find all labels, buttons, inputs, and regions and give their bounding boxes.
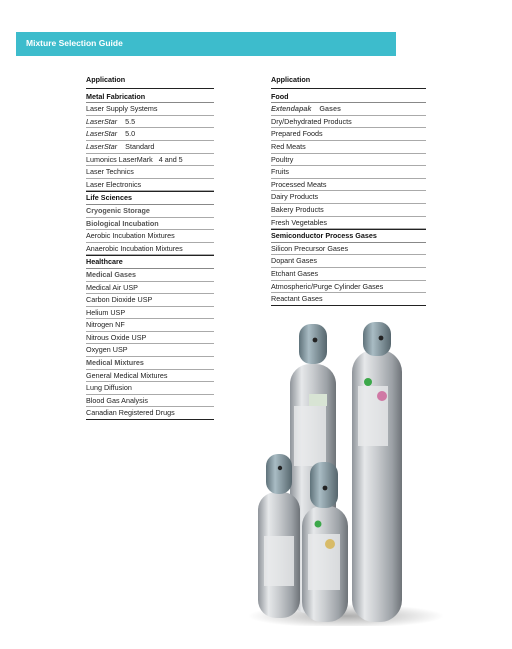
product-name: LaserStar — [86, 116, 118, 126]
subsection-heading: Biological Incubation — [86, 218, 214, 231]
gas-cylinders-illustration — [246, 316, 446, 626]
list-item: Carbon Dioxide USP — [86, 294, 214, 307]
list-item: Dairy Products — [271, 191, 426, 204]
list-item — [86, 116, 214, 129]
list-item: Atmospheric/Purge Cylinder Gases — [271, 281, 426, 294]
list-item: Nitrogen NF — [86, 319, 214, 332]
list-item: Fresh Vegetables — [271, 217, 426, 230]
product-version: 5.5 — [125, 116, 136, 126]
list-item: Canadian Registered Drugs — [86, 407, 214, 420]
section-heading: Healthcare — [86, 255, 214, 269]
list-item: Oxygen USP — [86, 344, 214, 357]
list-item: Processed Meats — [271, 179, 426, 192]
list-item: Laser Technics — [86, 166, 214, 179]
list-item — [86, 128, 214, 141]
column-header: Application — [86, 74, 214, 89]
left-column — [86, 74, 214, 420]
product-name: LaserStar — [86, 141, 118, 151]
list-item: Laser Supply Systems — [86, 103, 214, 116]
product-name: Extendapak — [271, 104, 312, 114]
list-item — [86, 141, 214, 154]
subsection-heading — [271, 103, 426, 116]
list-item: Silicon Precursor Gases — [271, 243, 426, 256]
section-heading: Life Sciences — [86, 191, 214, 205]
product-version: 5.0 — [125, 129, 136, 139]
section-banner — [16, 32, 396, 56]
subsection-heading: Medical Gases — [86, 269, 214, 282]
product-name: LaserStar — [86, 129, 118, 139]
list-item: Dry/Dehydrated Products — [271, 116, 426, 129]
list-item: Bakery Products — [271, 204, 426, 217]
subsection-heading: Cryogenic Storage — [86, 205, 214, 218]
list-item: Lung Diffusion — [86, 382, 214, 395]
list-item: General Medical Mixtures — [86, 370, 214, 383]
right-column — [271, 74, 426, 306]
list-item: Anaerobic Incubation Mixtures — [86, 243, 214, 256]
section-heading: Food — [271, 91, 426, 104]
list-item: Fruits — [271, 166, 426, 179]
section-heading: Semiconductor Process Gases — [271, 229, 426, 243]
product-version: Standard — [125, 141, 155, 151]
product-suffix: Gases — [319, 104, 341, 114]
section-heading: Metal Fabrication — [86, 91, 214, 104]
list-item: Red Meats — [271, 141, 426, 154]
list-item: Etchant Gases — [271, 268, 426, 281]
list-item: Reactant Gases — [271, 293, 426, 306]
column-header: Application — [271, 74, 426, 89]
list-item: Dopant Gases — [271, 255, 426, 268]
list-item: Lumonics LaserMark 4 and 5 — [86, 154, 214, 167]
list-item: Poultry — [271, 154, 426, 167]
right-sections — [271, 91, 426, 306]
list-item: Aerobic Incubation Mixtures — [86, 230, 214, 243]
cylinder-large-right — [352, 322, 402, 622]
list-item: Nitrous Oxide USP — [86, 332, 214, 345]
list-item: Laser Electronics — [86, 179, 214, 192]
list-item: Blood Gas Analysis — [86, 395, 214, 408]
list-item: Helium USP — [86, 307, 214, 320]
list-item: Prepared Foods — [271, 128, 426, 141]
left-sections — [86, 91, 214, 420]
list-item: Medical Air USP — [86, 282, 214, 295]
banner-title: Mixture Selection Guide — [26, 38, 123, 48]
subsection-heading: Medical Mixtures — [86, 357, 214, 370]
